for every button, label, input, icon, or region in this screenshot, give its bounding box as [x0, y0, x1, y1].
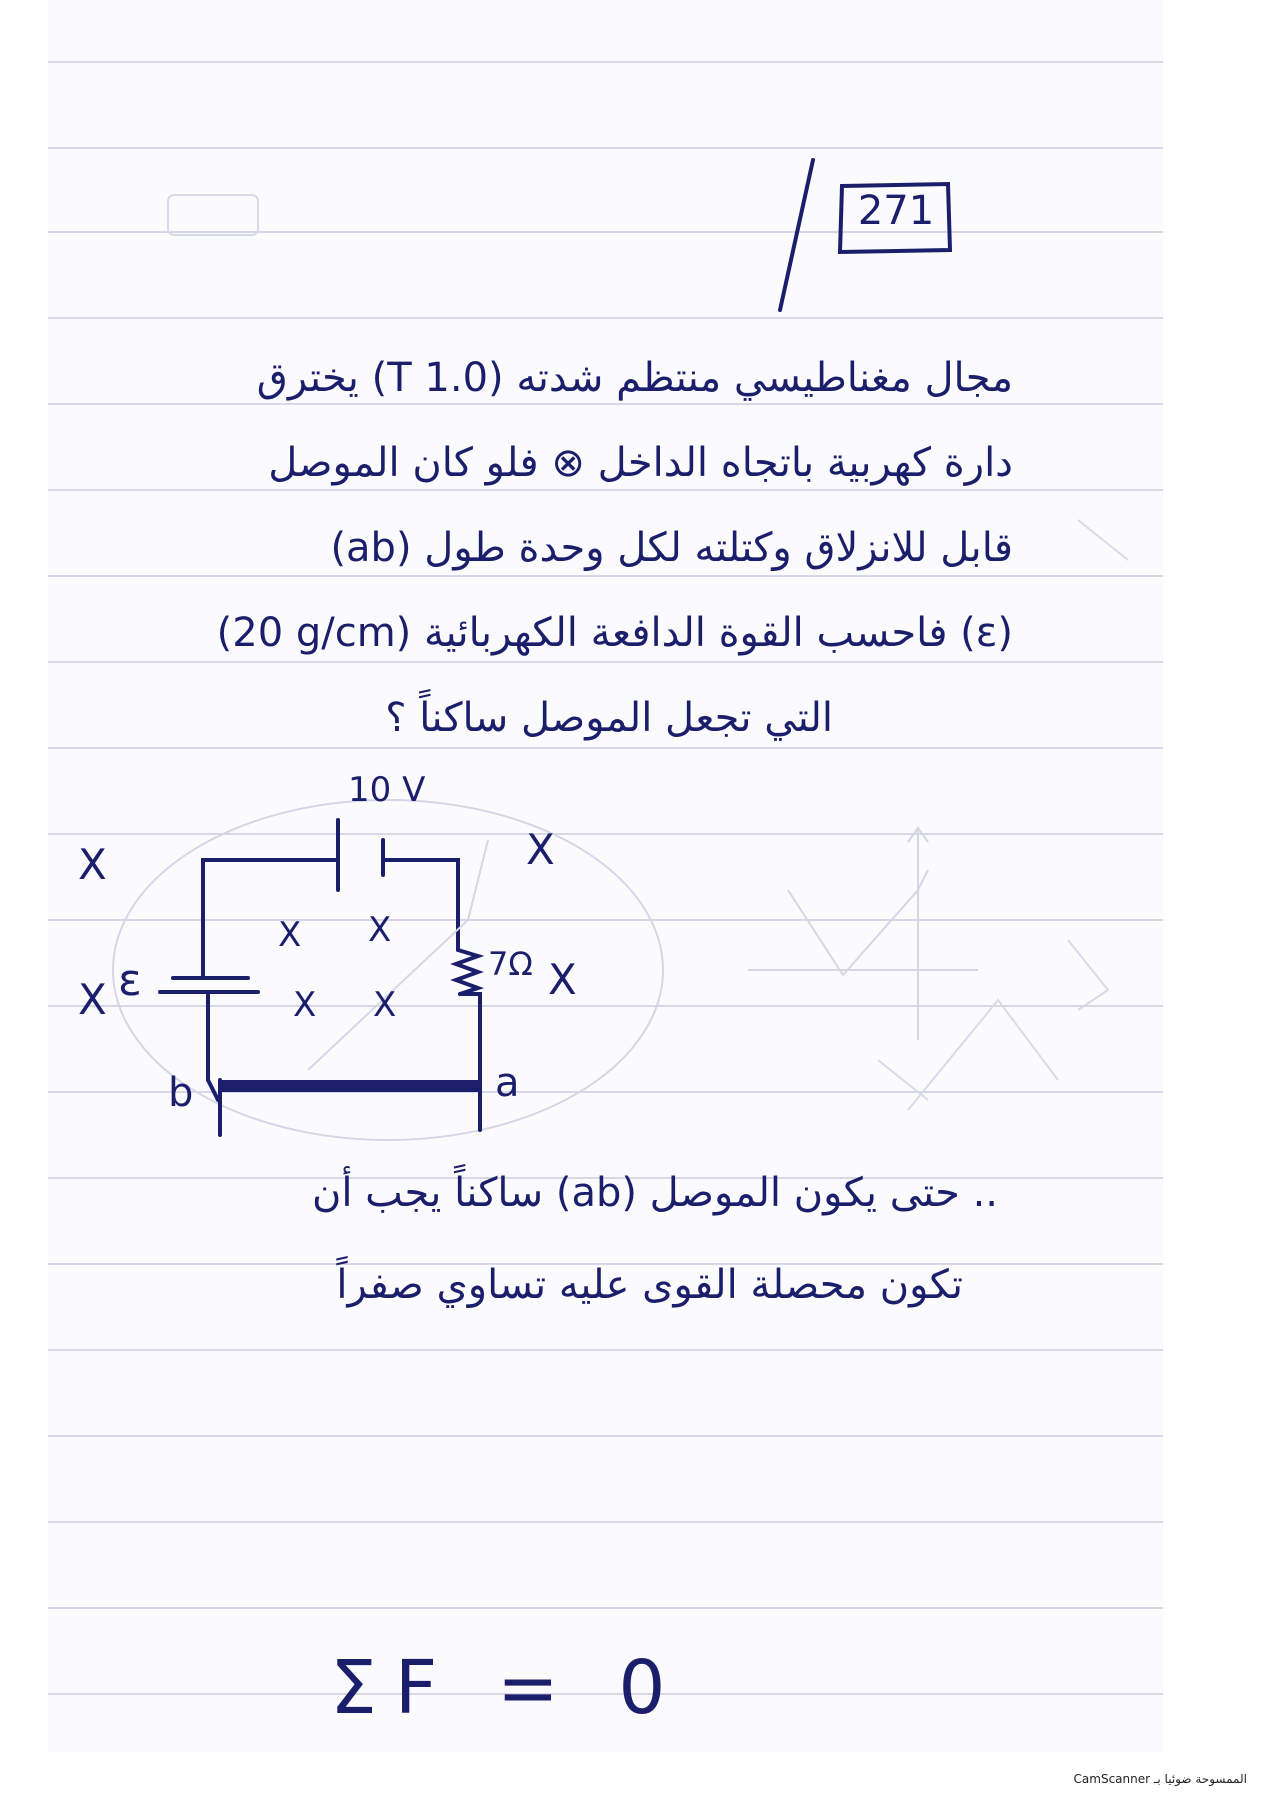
problem-line-4: (20 g/cm) فاحسب القوة الدافعة الكهربائية (ε): [216, 610, 1013, 656]
field-mark: X: [368, 910, 392, 950]
solution-line-1: .. حتى يكون الموصل (ab) ساكناً يجب أن: [311, 1170, 998, 1216]
problem-number: 271: [857, 188, 935, 234]
resistor-label: 7Ω: [488, 945, 533, 983]
circuit-diagram: [48, 780, 1163, 1140]
sliding-conductor-ab: [220, 1080, 482, 1092]
problem-line-5: التي تجعل الموصل ساكناً ؟: [385, 695, 833, 741]
node-b-label: b: [168, 1070, 194, 1116]
notebook-page: [48, 0, 1163, 1752]
field-mark: X: [78, 840, 107, 889]
problem-line-2: دارة كهربية باتجاه الداخل ⊗ فلو كان الموصل: [268, 440, 1013, 486]
node-a-label: a: [495, 1060, 520, 1106]
equilibrium-equation: ΣF = 0: [330, 1645, 684, 1731]
field-mark: X: [526, 825, 555, 874]
problem-number-box: [836, 180, 956, 258]
problem-line-3: (ab) قابل للانزلاق وكتلته لكل وحدة طول: [330, 525, 1013, 571]
field-mark: X: [548, 955, 577, 1004]
battery-voltage-label: 10 V: [348, 770, 426, 810]
field-mark: X: [278, 915, 302, 955]
field-mark: X: [373, 985, 397, 1025]
slash-mark: [768, 150, 828, 320]
scanner-watermark: الممسوحة ضوئيا بـ CamScanner: [1073, 1772, 1247, 1786]
field-mark: X: [78, 975, 107, 1024]
field-mark: X: [293, 985, 317, 1025]
emf-label: ε: [118, 955, 142, 1006]
solution-line-2: تكون محصلة القوى عليه تساوي صفراً: [336, 1262, 963, 1308]
problem-line-1: مجال مغناطيسي منتظم شدته (1.0 T) يخترق: [256, 355, 1013, 401]
